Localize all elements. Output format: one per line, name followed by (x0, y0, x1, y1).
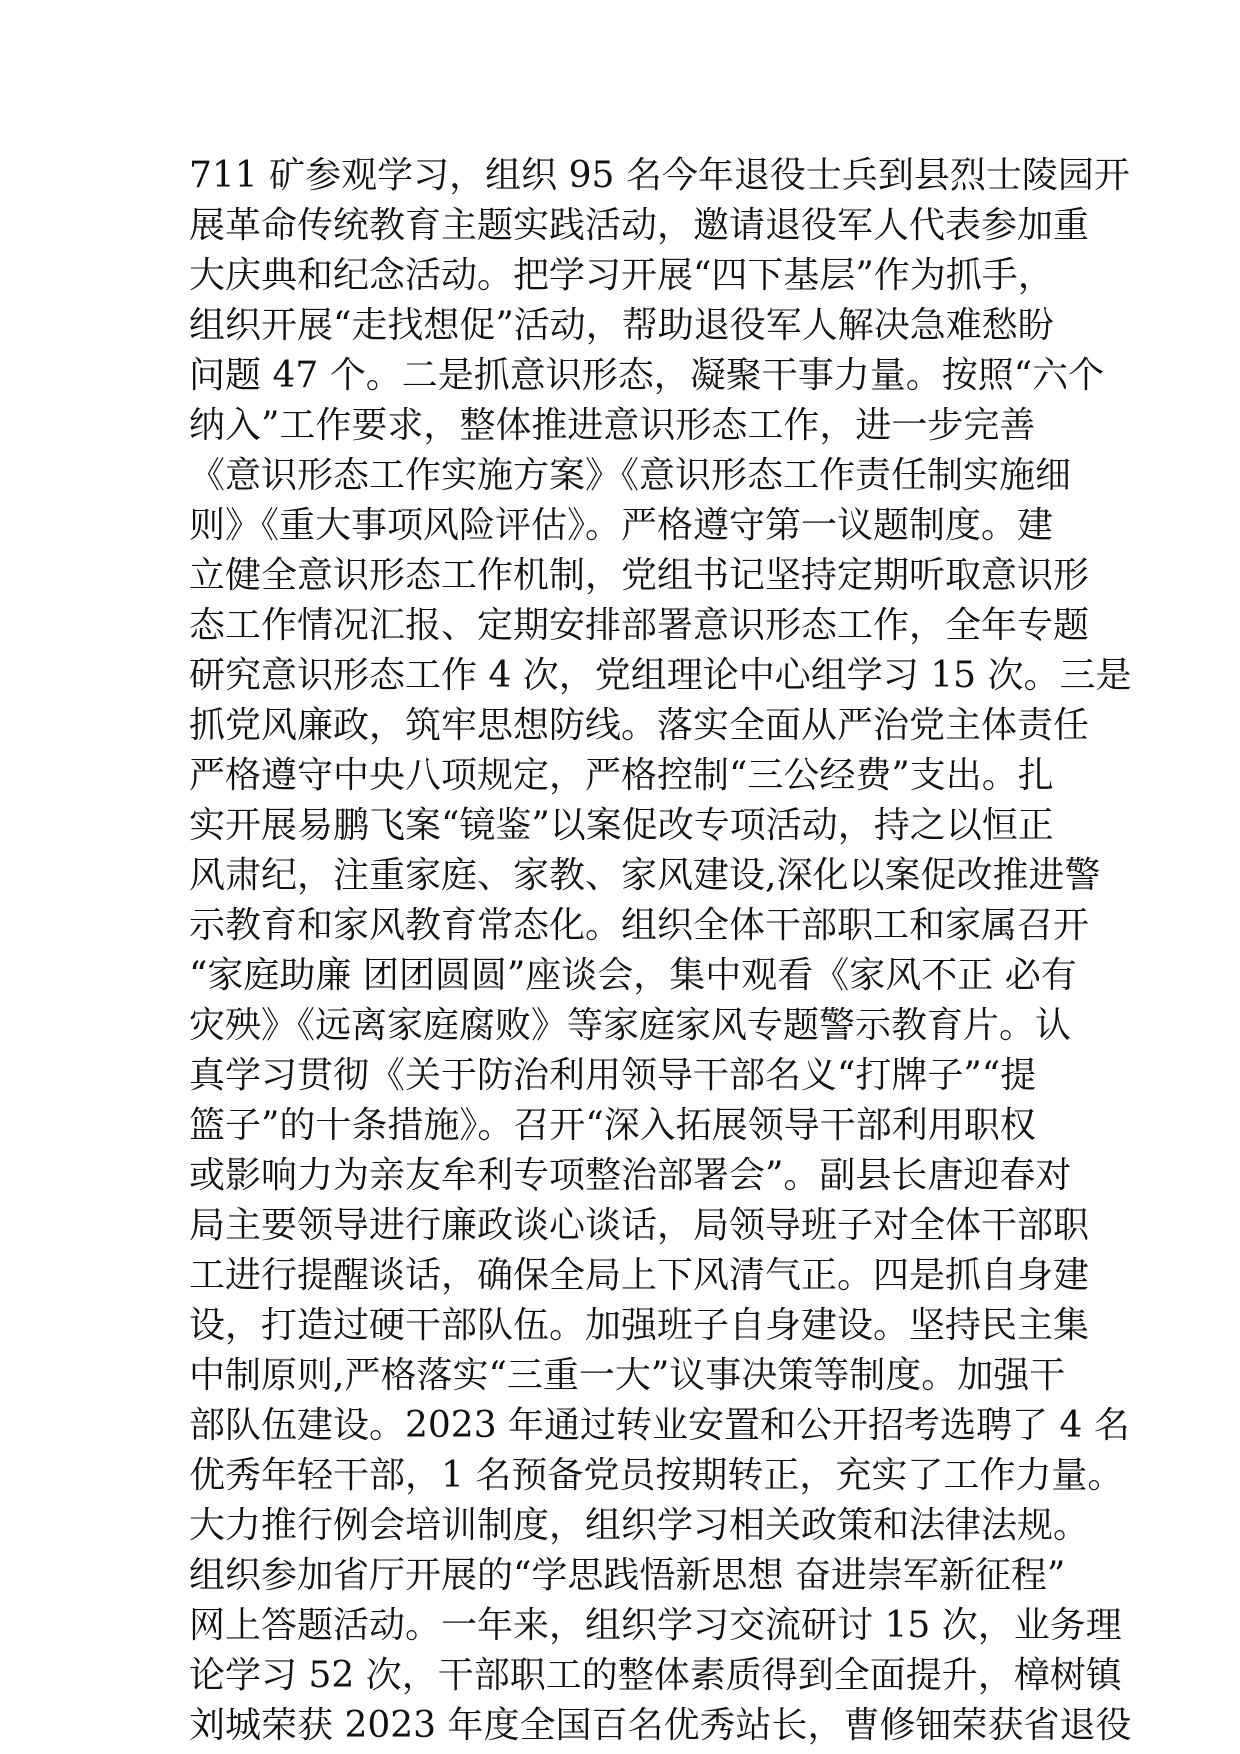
text-line: 711 矿参观学习，组织 95 名今年退役士兵到县烈士陵园开 (189, 155, 1130, 196)
text-line: 风肃纪，注重家庭、家教、家风建设,深化以案促改推进警 (189, 855, 1101, 896)
text-line: 大庆典和纪念活动。把学习开展“四下基层”作为抓手， (189, 255, 1054, 296)
text-line: 真学习贯彻《关于防治利用领导干部名义“打牌子”“提 (189, 1055, 1037, 1096)
text-line: 态工作情况汇报、定期安排部署意识形态工作，全年专题 (189, 605, 1090, 646)
text-line: 或影响力为亲友牟利专项整治部署会”。副县长唐迎春对 (189, 1155, 1072, 1196)
text-line: 部队伍建设。2023 年通过转业安置和公开招考选聘了 4 名 (189, 1405, 1130, 1446)
text-line: 立健全意识形态工作机制，党组书记坚持定期听取意识形 (189, 555, 1090, 596)
text-line: 中制原则,严格落实“三重一大”议事决策等制度。加强干 (189, 1355, 1066, 1396)
text-line: 设，打造过硬干部队伍。加强班子自身建设。坚持民主集 (189, 1305, 1090, 1346)
body-text (189, 151, 1132, 1751)
text-line: 局主要领导进行廉政谈心谈话，局领导班子对全体干部职 (189, 1205, 1090, 1246)
text-line: 工进行提醒谈话，确保全局上下风清气正。四是抓自身建 (189, 1255, 1090, 1296)
text-line: 灾殃》《远离家庭腐败》等家庭家风专题警示教育片。认 (189, 1005, 1072, 1046)
text-line: 大力推行例会培训制度，组织学习相关政策和法律法规。 (189, 1505, 1090, 1546)
text-line: 展革命传统教育主题实践活动，邀请退役军人代表参加重 (189, 205, 1090, 246)
text-line: 抓党风廉政，筑牢思想防线。落实全面从严治党主体责任 (189, 705, 1090, 746)
text-line: 网上答题活动。一年来，组织学习交流研讨 15 次，业务理 (189, 1605, 1122, 1646)
text-line: 《意识形态工作实施方案》《意识形态工作责任制实施细 (189, 455, 1072, 496)
text-line: 研究意识形态工作 4 次，党组理论中心组学习 15 次。三是 (189, 655, 1132, 696)
text-line: 实开展易鹏飞案“镜鉴”以案促改专项活动，持之以恒正 (189, 805, 1054, 846)
text-line: “家庭助廉 团团圆圆”座谈会，集中观看《家风不正 必有 (189, 955, 1077, 996)
text-line: 论学习 52 次，干部职工的整体素质得到全面提升，樟树镇 (189, 1655, 1122, 1696)
text-line: 示教育和家风教育常态化。组织全体干部职工和家属召开 (189, 905, 1090, 946)
text-line: 组织参加省厅开展的“学思践悟新思想 奋进崇军新征程” (189, 1555, 1066, 1596)
text-line: 优秀年轻干部，1 名预备党员按期转正，充实了工作力量。 (189, 1455, 1124, 1496)
text-line: 刘城荣获 2023 年度全国百名优秀站长，曹修钿荣获省退役 (189, 1705, 1132, 1746)
text-line: 纳入”工作要求，整体推进意识形态工作，进一步完善 (189, 405, 1036, 446)
text-line: 严格遵守中央八项规定，严格控制“三公经费”支出。扎 (189, 755, 1054, 796)
text-line: 组织开展“走找想促”活动，帮助退役军人解决急难愁盼 (189, 305, 1054, 346)
text-line: 篮子”的十条措施》。召开“深入拓展领导干部利用职权 (189, 1105, 1036, 1146)
text-line: 问题 47 个。二是抓意识形态，凝聚干事力量。按照“六个 (189, 355, 1105, 396)
text-line: 则》《重大事项风险评估》。严格遵守第一议题制度。建 (189, 505, 1054, 546)
